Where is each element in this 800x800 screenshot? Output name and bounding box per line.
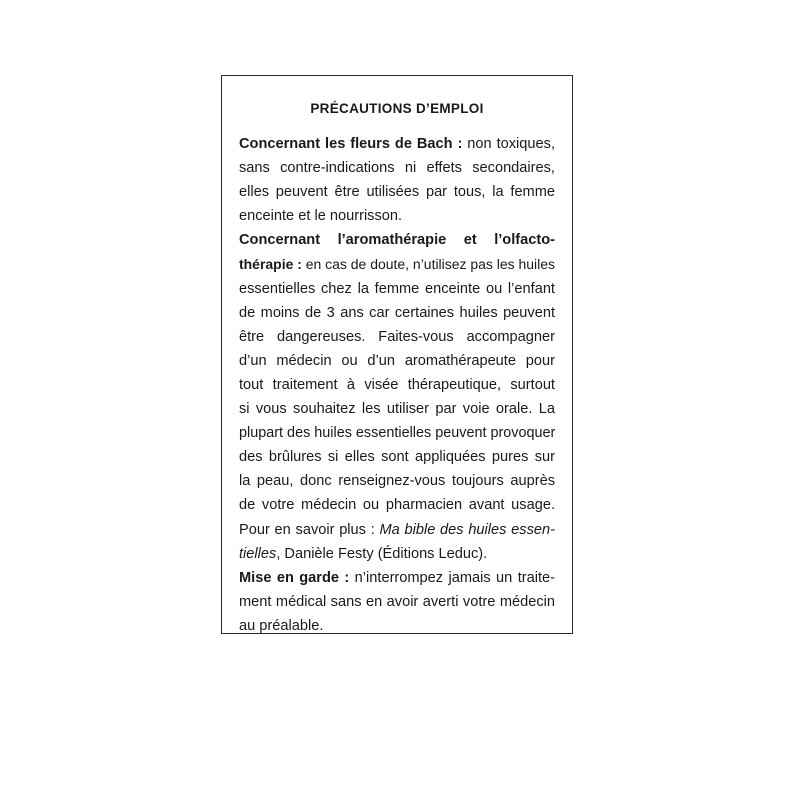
text-run: essentielles chez la femme enceinte ou l’enfant xyxy=(239,280,555,297)
text-line xyxy=(239,445,555,469)
text-line xyxy=(239,542,555,566)
text-run: si vous souhaitez les utiliser par voie orale. La xyxy=(239,401,555,418)
text-line xyxy=(239,277,555,301)
lead-in-label: thérapie : xyxy=(239,256,302,273)
book-title: Ma bible des huiles essen- xyxy=(379,521,555,538)
text-run: , Danièle Festy (Éditions Leduc). xyxy=(276,545,488,562)
text-line xyxy=(239,493,555,517)
book-title: tielles xyxy=(239,545,277,562)
text-line xyxy=(239,180,555,204)
text-line xyxy=(239,349,555,373)
text-line xyxy=(239,325,555,349)
text-line xyxy=(239,469,555,493)
text-run: être dangereuses. Faites-vous accompagner xyxy=(239,328,555,345)
text-run: tout traitement à visée thérapeutique, surtout xyxy=(239,376,555,393)
text-line xyxy=(239,614,555,638)
text-run: non toxiques, xyxy=(462,136,556,152)
lead-in-label: Concernant les fleurs de Bach : xyxy=(239,136,463,152)
text-run: en cas de doute, n’utilisez pas les huiles xyxy=(301,256,556,273)
lead-in-label: Mise en garde : xyxy=(239,569,350,586)
text-run: n’interrompez jamais un traite- xyxy=(349,569,555,586)
box-content xyxy=(239,132,555,638)
text-run: Pour en savoir plus : xyxy=(239,521,380,538)
precautions-box xyxy=(221,75,573,634)
paragraph-1 xyxy=(239,132,555,228)
text-run: des brûlures si elles sont appliquées pures sur xyxy=(239,449,555,466)
text-run: d’un médecin ou d’un aromathérapeute pour xyxy=(239,352,555,369)
text-run: ment médical sans en avoir averti votre médecin xyxy=(239,593,555,610)
text-line xyxy=(239,301,555,325)
text-run: de moins de 3 ans car certaines huiles peuvent xyxy=(239,304,555,321)
text-run: elles peuvent être utilisées par tous, la femme xyxy=(239,184,555,201)
lead-in-label: Concernant l’aromathérapie et l’olfacto- xyxy=(239,232,555,249)
text-line xyxy=(239,421,555,445)
text-line xyxy=(239,252,555,276)
text-line xyxy=(239,132,555,156)
text-line xyxy=(239,397,555,421)
text-run: la peau, donc renseignez-vous toujours auprès xyxy=(239,473,555,490)
text-line xyxy=(239,228,555,252)
text-run: enceinte et le nourrisson. xyxy=(239,208,403,225)
text-run: sans contre-indications ni effets secondaires, xyxy=(239,160,555,177)
text-line xyxy=(239,156,555,180)
text-run: de votre médecin ou pharmacien avant usage. xyxy=(239,497,555,514)
box-title: PRÉCAUTIONS D’EMPLOI xyxy=(310,101,484,116)
text-run: au préalable. xyxy=(239,617,324,634)
text-line xyxy=(239,373,555,397)
text-line xyxy=(239,590,555,614)
text-line xyxy=(239,566,555,590)
text-run: plupart des huiles essentielles peuvent provoquer xyxy=(239,425,556,442)
paragraph-2 xyxy=(239,228,555,565)
text-line xyxy=(239,204,555,228)
text-line xyxy=(239,518,555,542)
paragraph-3 xyxy=(239,566,555,638)
